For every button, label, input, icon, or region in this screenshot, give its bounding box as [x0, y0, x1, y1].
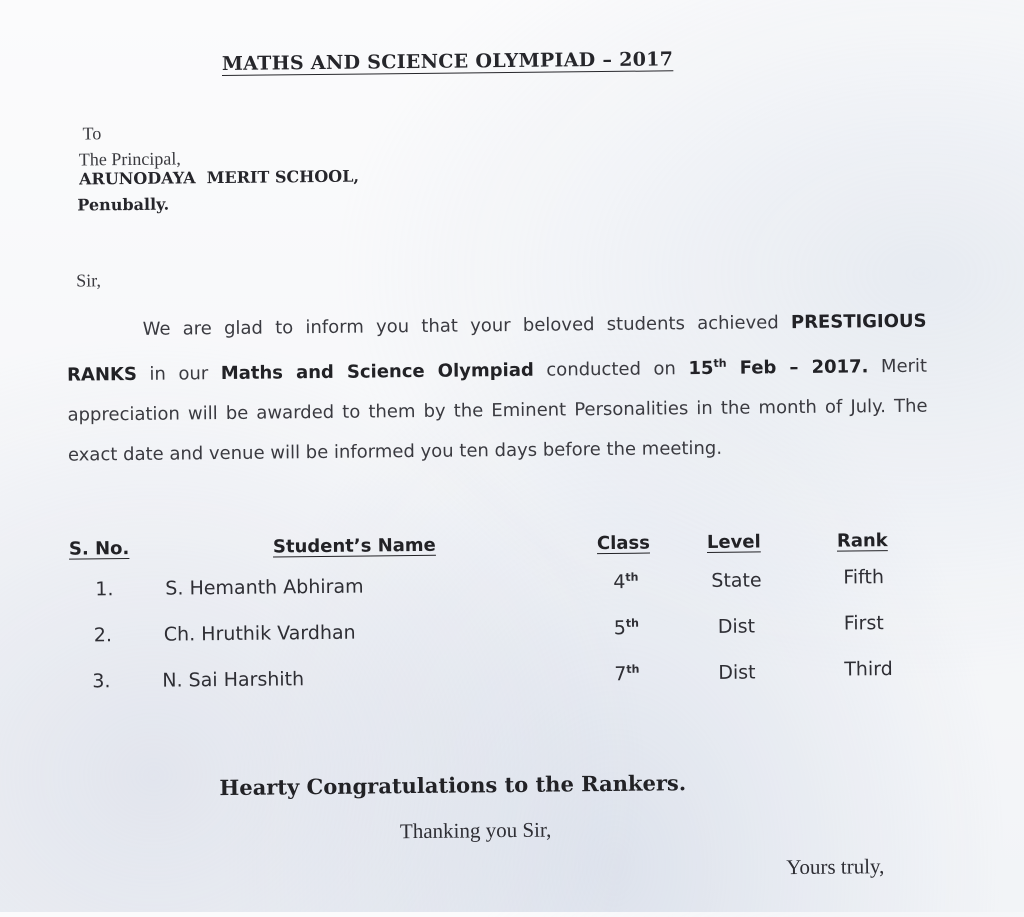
body-paragraph	[66, 302, 928, 476]
body-text-3: conducted on	[533, 358, 689, 381]
salutation: Sir,	[76, 270, 102, 291]
row-2-sno: 2.	[93, 624, 113, 647]
row-3-name: N. Sai Harshith	[162, 668, 305, 692]
row-2-level: Dist	[717, 615, 756, 638]
row-1-sno: 1.	[95, 578, 114, 601]
body-highlight-ranks: PRESTIGIOUS RANKS	[67, 310, 927, 386]
congratulations-line: Hearty Congratulations to the Rankers.	[219, 770, 687, 801]
body-highlight-olympiad: Maths and Science Olympiad	[220, 359, 534, 385]
row-3-sno: 3.	[92, 670, 111, 693]
row-1-name: S. Hemanth Abhiram	[165, 575, 364, 600]
address-designation: The Principal,	[78, 148, 181, 170]
row-3-class-suffix: th	[626, 662, 640, 676]
body-intro: We are glad to inform you that your beloved students achieved	[142, 312, 779, 340]
row-3-rank: Third	[844, 658, 893, 681]
body-date-day: 15	[688, 357, 714, 380]
header-class: Class	[596, 532, 650, 555]
row-2-rank: First	[843, 612, 884, 635]
header-name: Student’s Name	[272, 534, 436, 558]
row-2-class	[614, 617, 639, 640]
row-1-class	[613, 571, 638, 594]
row-1-rank: Fifth	[843, 566, 885, 589]
row-3-level: Dist	[718, 661, 756, 684]
row-1-class-suffix: th	[625, 570, 639, 584]
row-1-class-num: 4	[613, 571, 626, 594]
body-text-4: Merit appreciation will be awarded to them by the Eminent Personalities in the month of July. The exact date and venue will be informed you ten days before the meeting.	[67, 355, 928, 466]
header-rank: Rank	[836, 530, 888, 552]
body-date-rest: Feb – 2017.	[726, 356, 869, 379]
row-2-name: Ch. Hruthik Vardhan	[163, 621, 356, 646]
row-3-class	[614, 663, 639, 686]
row-2-class-num: 5	[613, 617, 627, 640]
thanking-line: Thanking you Sir,	[399, 817, 552, 844]
body-text-2: in our	[136, 363, 221, 385]
body-date-suffix: th	[713, 356, 727, 370]
header-level: Level	[706, 531, 761, 553]
signoff-line: Yours truly,	[786, 854, 885, 880]
row-1-level: State	[711, 569, 762, 592]
row-2-class-suffix: th	[625, 616, 640, 630]
address-school: ARUNODAYA MERIT SCHOOL,	[78, 166, 360, 189]
letter-title: MATHS AND SCIENCE OLYMPIAD – 2017	[221, 48, 674, 76]
row-3-class-num: 7	[614, 663, 627, 686]
header-sno: S. No.	[68, 538, 130, 560]
address-to: To	[82, 123, 102, 144]
address-place: Penubally.	[77, 194, 170, 215]
body-date	[688, 356, 868, 379]
